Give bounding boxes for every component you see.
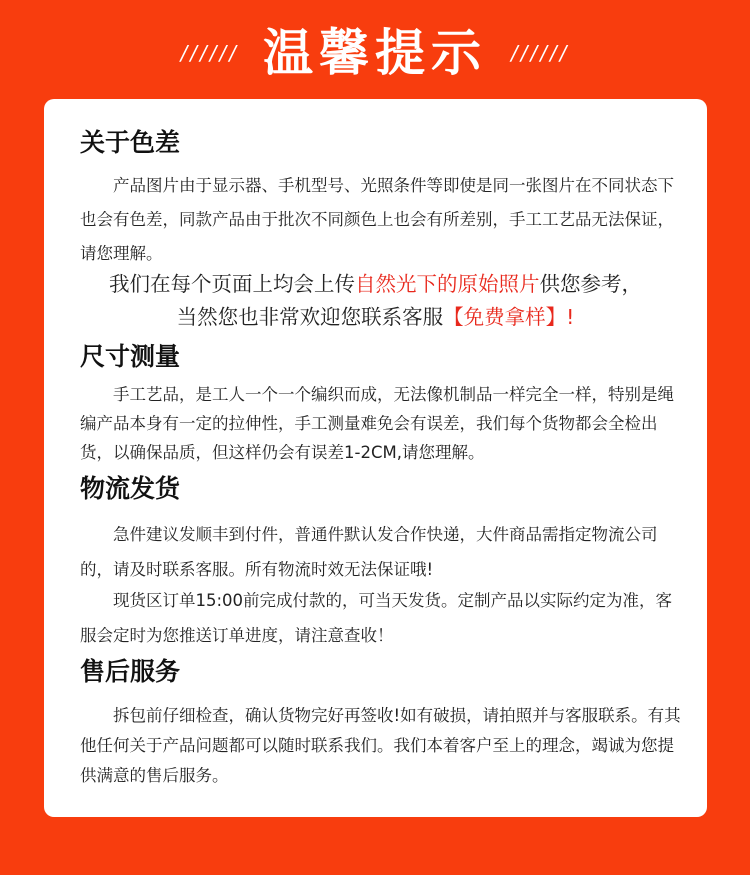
section-title-after-sales: 售后服务: [80, 657, 181, 686]
notice-card: [44, 99, 707, 817]
logistics-paragraph-1: 急件建议发顺丰到付件，普通件默认发合作快递，大件商品需指定物流公司的，请及时联系客服。所有物流时效无法保证哦!: [80, 525, 658, 579]
photo-notice-line: [44, 269, 707, 299]
photo-notice-text: 我们在每个页面上均会上传: [109, 272, 355, 296]
free-sample-line: [44, 302, 707, 332]
section-title-size-measurement: 尺寸测量: [80, 342, 181, 371]
color-difference-paragraph: 产品图片由于显示器、手机型号、光照条件等即使是同一张图片在不同状态下也会有色差，同款产品由于批次不同颜色上也会有所差别，手工工艺品无法保证，请您理解。: [80, 176, 674, 263]
photo-notice-suffix: 供您参考，: [539, 272, 642, 296]
page-title: 温馨提示: [263, 24, 487, 82]
header: [0, 18, 750, 88]
logistics-paragraph-2: 现货区订单15:00前完成付款的，可当天发货。定制产品以实际约定为准，客服会定时为您推送订单进度，请注意查收！: [80, 591, 673, 645]
section-title-logistics: 物流发货: [80, 474, 181, 503]
section-title-color-difference: 关于色差: [80, 128, 181, 157]
natural-light-photo-highlight: 自然光下的原始照片: [355, 272, 540, 296]
right-decoration: //////: [511, 41, 570, 65]
free-sample-highlight: 【免费拿样】!: [443, 305, 575, 329]
left-decoration: //////: [180, 41, 239, 65]
after-sales-paragraph: 拆包前仔细检查，确认货物完好再签收!如有破损，请拍照并与客服联系。有其他任何关于产品问题都可以随时联系我们。我们本着客户至上的理念，竭诚为您提供满意的售后服务。: [80, 706, 681, 785]
free-sample-text: 当然您也非常欢迎您联系客服: [176, 305, 444, 329]
size-measurement-paragraph: 手工艺品，是工人一个一个编织而成，无法像机制品一样完全一样，特别是绳编产品本身有一定的拉伸性，手工测量难免会有误差，我们每个货物都会全检出货，以确保品质，但这样仍会有误差1-2CM,请您理解。: [80, 385, 674, 462]
